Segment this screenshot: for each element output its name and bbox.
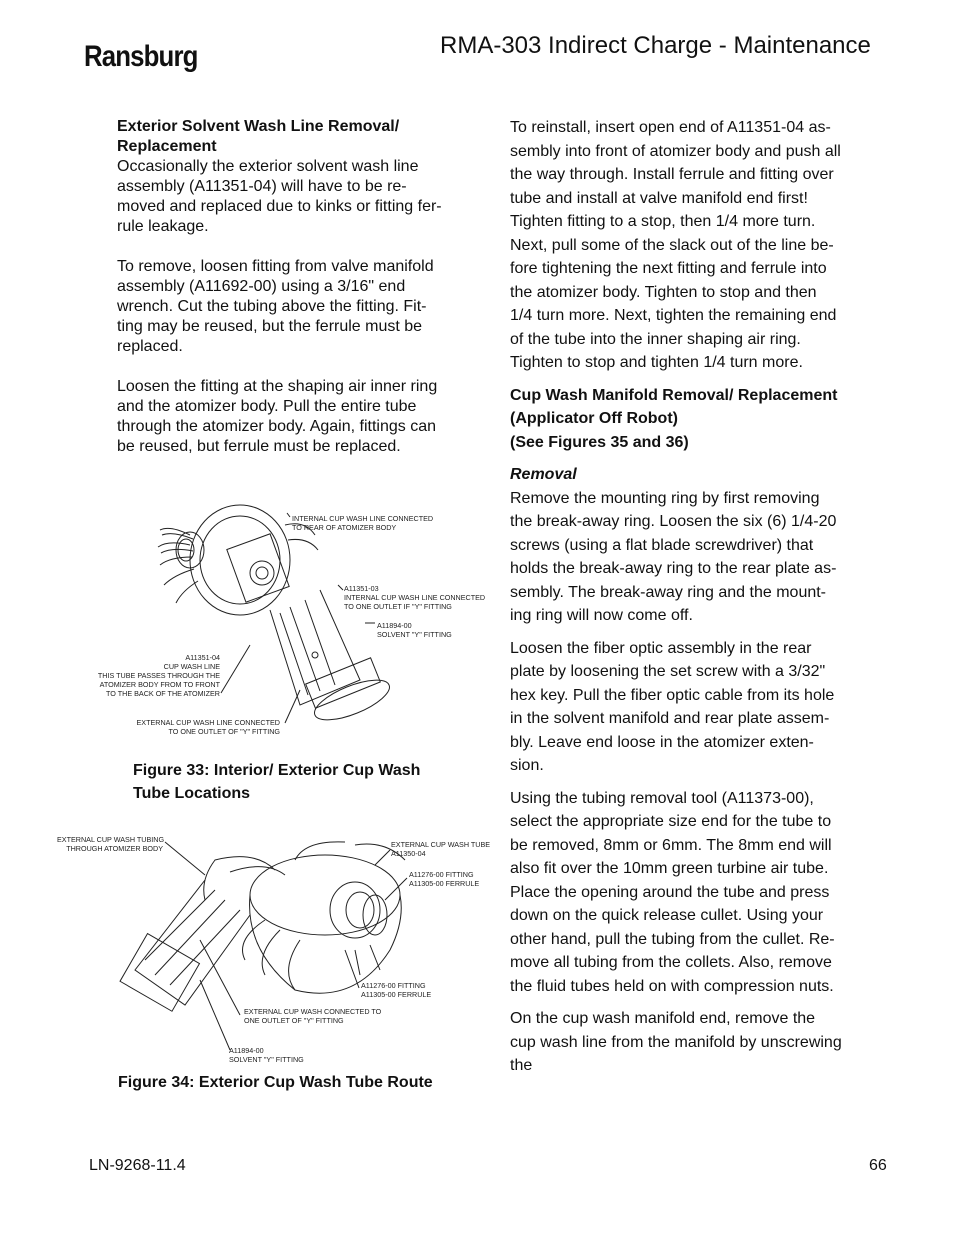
text-line: down on the quick release cullet. Using your <box>510 907 824 924</box>
text-line: Loosen the fitting at the shaping air inner ring <box>117 378 438 395</box>
page-number: 66 <box>869 1157 887 1174</box>
figure-34 <box>55 830 495 1070</box>
text-line: Remove the mounting ring by first removing <box>510 489 820 507</box>
text-line: the atomizer body. Tighten to stop and then <box>510 283 817 301</box>
callout-a11351-03: A11351-03 INTERNAL CUP WASH LINE CONNECTED TO ONE OUTLET IF "Y" FITTING <box>344 584 486 611</box>
text-line: in the solvent manifold and rear plate assem- <box>510 710 830 727</box>
callout-internal-wash-line: INTERNAL CUP WASH LINE CONNECTED TO REAR OF ATOMIZER BODY <box>292 514 434 532</box>
text-line: ting may be reused, but the ferrule must be <box>117 318 423 335</box>
callout-a11351-04: A11351-04 CUP WASH LINE THIS TUBE PASSES THROUGH THE ATOMIZER BODY FROM TO FRONT TO THE BACK OF THE ATOMIZER <box>97 653 220 698</box>
paragraph-2 <box>117 257 472 357</box>
cup-wash-route-drawing <box>55 830 495 1070</box>
callout-solvent-y-fitting: A11894-00 SOLVENT "Y" FITTING <box>229 1046 304 1064</box>
text-line: Next, pull some of the slack out of the line be- <box>510 236 834 254</box>
text-line: hex key. Pull the fiber optic cable from its hole <box>510 686 835 704</box>
text-line: bly. Leave end loose in the atomizer exten- <box>510 733 814 751</box>
text-line: To remove, loosen fitting from valve manifold <box>117 258 434 275</box>
text-line: sembly. The break-away ring and the mount- <box>510 583 827 601</box>
removal-paragraph-1 <box>510 487 872 628</box>
text-line: Occasionally the exterior solvent wash line <box>117 158 419 175</box>
text-line: moved and replaced due to kinks or fitting fer- <box>117 198 442 215</box>
figure-33 <box>90 495 510 750</box>
text-line: Place the opening around the tube and press <box>510 883 830 901</box>
figure-33-caption: Figure 33: Interior/ Exterior Cup Wash Tube Locations <box>133 762 421 802</box>
callout-a11350-04: EXTERNAL CUP WASH TUBE A11350-04 <box>391 840 491 858</box>
text-line: Tighten fitting to a stop, then 1/4 more turn. <box>510 213 816 230</box>
text-line: move all tubing from the collets. Also, remove <box>510 954 832 971</box>
callout-fitting-ferrule-top: A11276-00 FITTING A11305-00 FERRULE <box>409 870 480 888</box>
text-line: the <box>510 1057 533 1074</box>
text-line: be removed, 8mm or 6mm. The 8mm end will <box>510 836 832 854</box>
text-line: holds the break-away ring to the rear plate as- <box>510 560 837 577</box>
left-column <box>117 117 472 457</box>
text-line: cup wash line from the manifold by unscrewing <box>510 1033 842 1051</box>
text-line: ing ring will now come off. <box>510 607 693 624</box>
text-line: fore tightening the next fitting and ferrule into <box>510 260 827 277</box>
section-heading <box>117 117 472 157</box>
text-line: screws (using a flat blade screwdriver) that <box>510 536 814 554</box>
text-line: Loosen the fiber optic assembly in the rear <box>510 639 812 657</box>
text-line: assembly (A11351-04) will have to be re- <box>117 178 407 195</box>
text-line: sembly into front of atomizer body and push all <box>510 142 841 160</box>
text-line: through the atomizer body. Again, fittings can <box>117 418 437 435</box>
doc-number: LN-9268-11.4 <box>89 1157 186 1174</box>
removal-paragraph-4 <box>510 1007 872 1078</box>
text-line: 1/4 turn more. Next, tighten the remaining end <box>510 307 837 324</box>
callout-external-connected: EXTERNAL CUP WASH CONNECTED TO ONE OUTLET OF "Y" FITTING <box>244 1007 382 1025</box>
right-column <box>510 116 872 1078</box>
heading-line: Cup Wash Manifold Removal/ Replacement <box>510 386 838 404</box>
heading-line-1: Exterior Solvent Wash Line Removal/ <box>117 118 400 135</box>
text-line: wrench. Cut the tubing above the fitting. Fit- <box>117 298 427 315</box>
brand-logo: Ransburg <box>84 40 198 73</box>
removal-paragraph-3 <box>510 787 872 999</box>
text-line: the fluid tubes held on with compression nuts. <box>510 977 834 995</box>
paragraph-1 <box>117 157 472 237</box>
text-line: select the appropriate size end for the tube to <box>510 813 832 830</box>
text-line: also fit over the 10mm green turbine air tube. <box>510 860 829 877</box>
text-line: the break-away ring. Loosen the six (6) 1/4-20 <box>510 513 837 530</box>
heading-line: (Applicator Off Robot) <box>510 410 678 427</box>
callout-external-tubing-through-body: EXTERNAL CUP WASH TUBING THROUGH ATOMIZER BODY <box>57 835 165 853</box>
paragraph-3 <box>117 377 472 457</box>
text-line: sion. <box>510 757 544 774</box>
removal-paragraph-2 <box>510 637 872 778</box>
text-line: be reused, but ferrule must be replaced. <box>117 438 401 455</box>
text-line: On the cup wash manifold end, remove the <box>510 1010 816 1027</box>
callout-fitting-ferrule-bottom: A11276-00 FITTING A11305-00 FERRULE <box>361 981 432 999</box>
figure-34-caption: Figure 34: Exterior Cup Wash Tube Route <box>118 1074 433 1091</box>
text-line: Using the tubing removal tool (A11373-00), <box>510 789 814 807</box>
text-line: rule leakage. <box>117 218 209 235</box>
removal-subheading: Removal <box>510 466 577 483</box>
text-line: replaced. <box>117 338 183 355</box>
text-line: and the atomizer body. Pull the entire tube <box>117 398 417 415</box>
heading-line: (See Figures 35 and 36) <box>510 433 689 451</box>
callout-a11894-00: A11894-00 SOLVENT "Y" FITTING <box>377 621 452 639</box>
text-line: assembly (A11692-00) using a 3/16" end <box>117 278 406 295</box>
page-header-title: RMA-303 Indirect Charge - Maintenance <box>440 32 871 59</box>
text-line: of the tube into the inner shaping air ring. <box>510 330 801 348</box>
text-line: other hand, pull the tubing from the cullet. Re- <box>510 930 835 948</box>
text-line: plate by loosening the set screw with a 3/32" <box>510 663 826 680</box>
cup-wash-heading <box>510 384 872 455</box>
reinstall-paragraph <box>510 116 872 375</box>
text-line: To reinstall, insert open end of A11351-04 as- <box>510 119 831 136</box>
text-line: the way through. Install ferrule and fitting over <box>510 166 834 183</box>
text-line: tube and install at valve manifold end first! <box>510 189 808 207</box>
heading-line-2: Replacement <box>117 138 217 155</box>
text-line: Tighten to stop and tighten 1/4 turn more. <box>510 354 803 371</box>
callout-external-wash-line: EXTERNAL CUP WASH LINE CONNECTED TO ONE OUTLET OF "Y" FITTING <box>136 718 280 736</box>
